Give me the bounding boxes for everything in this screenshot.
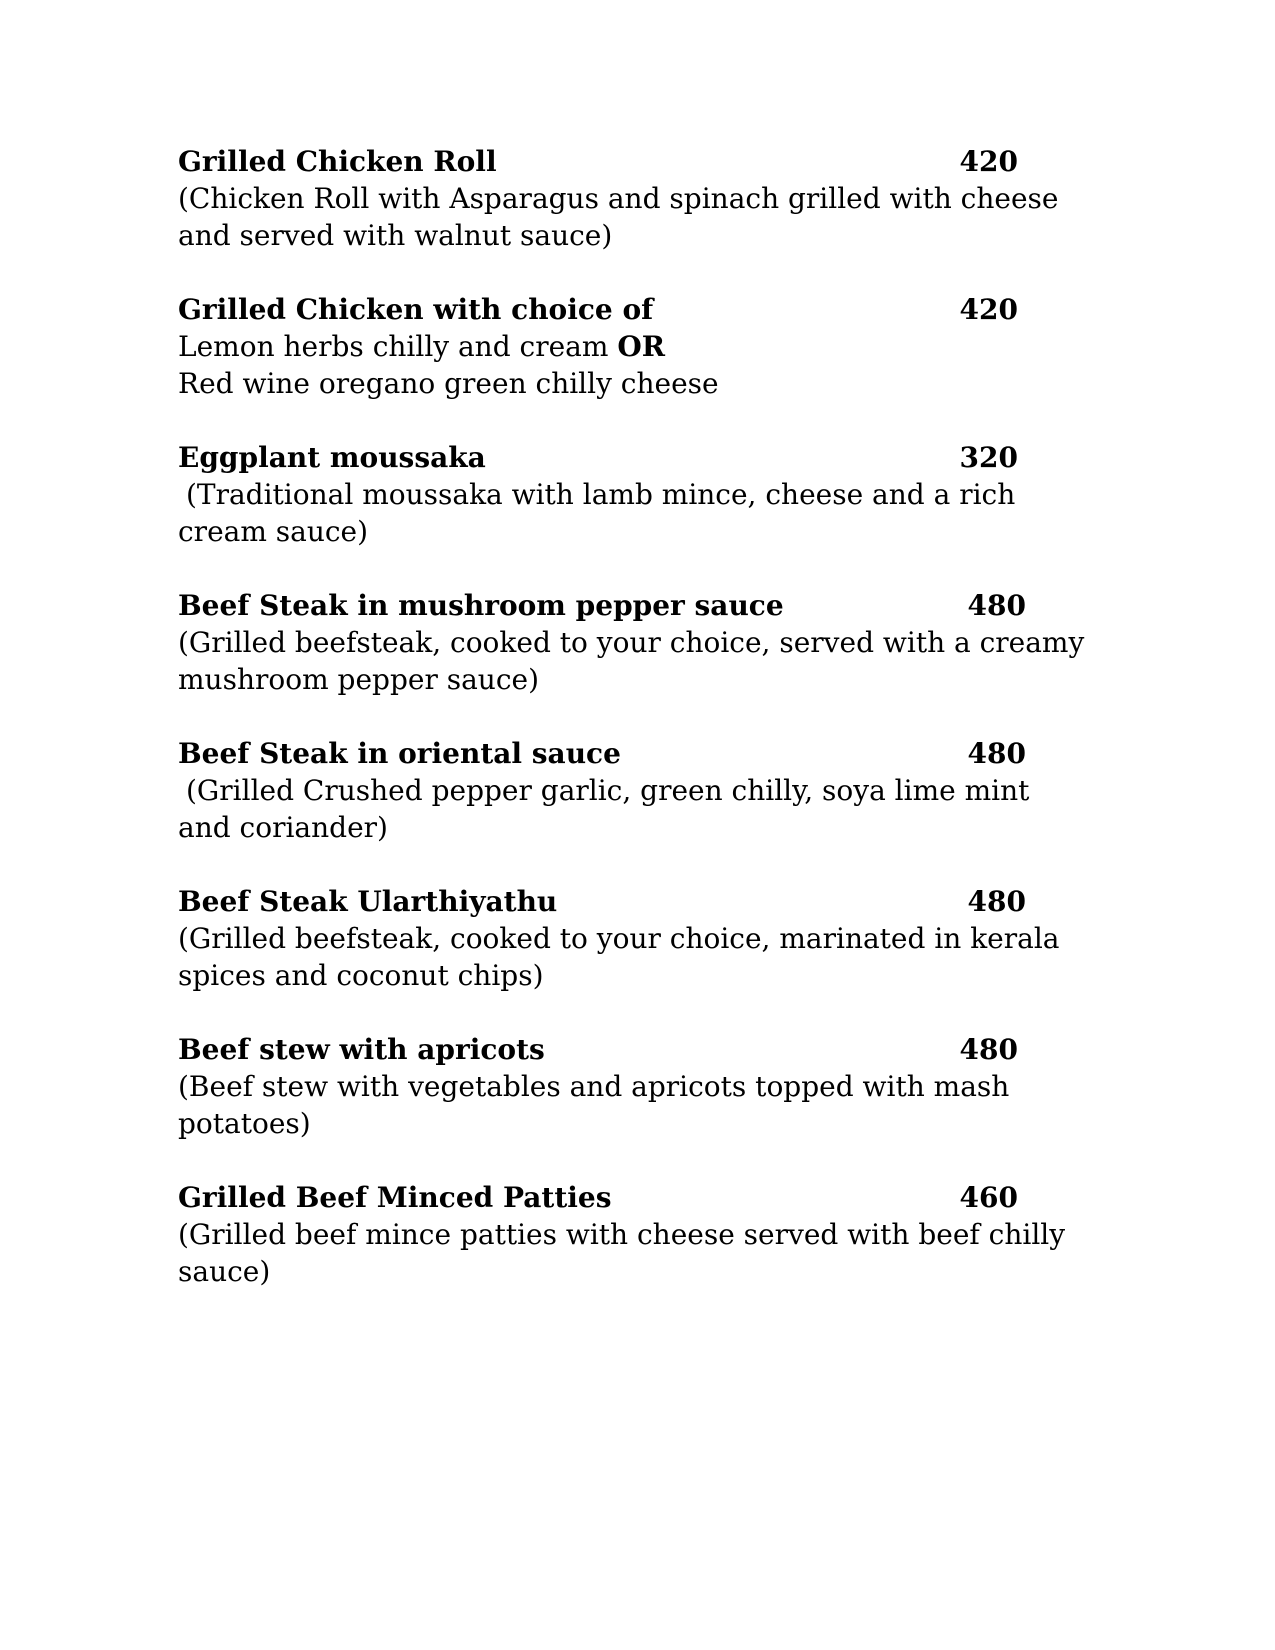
menu-item-option-separator: OR <box>617 330 665 363</box>
menu-item-name: Beef stew with apricots <box>178 1033 545 1066</box>
menu-item-option-text: Lemon herbs chilly and cream <box>178 330 609 363</box>
menu-item-price: 320 <box>959 441 1018 474</box>
menu-item-description-line: cream sauce) <box>178 515 369 548</box>
menu-item-name: Beef Steak Ularthiyathu <box>178 885 558 918</box>
menu-item-header <box>178 439 1018 476</box>
menu-item-description-line: sauce) <box>178 1255 271 1288</box>
menu-item-description-line: (Grilled Crushed pepper garlic, green chilly, soya lime mint <box>186 774 1030 807</box>
menu-item-description-line: (Grilled beefsteak, cooked to your choice, served with a creamy <box>178 626 1085 659</box>
menu-item-price: 480 <box>959 1033 1018 1066</box>
menu-item-price: 420 <box>959 293 1018 326</box>
menu-item-price: 480 <box>967 737 1026 770</box>
menu-item-option-line: Red wine oregano green chilly cheese <box>178 367 719 400</box>
menu-item-beef-steak-oriental <box>178 735 1048 883</box>
menu-item-header <box>178 1031 1018 1068</box>
menu-item-description-line: spices and coconut chips) <box>178 959 544 992</box>
menu-item-price: 420 <box>959 145 1018 178</box>
menu-item-beef-steak-mushroom <box>178 587 1085 735</box>
menu-item-description-line: (Traditional moussaka with lamb mince, cheese and a rich <box>186 478 1016 511</box>
menu-item-name: Grilled Chicken with choice of <box>178 293 654 326</box>
menu-item-description-line: (Chicken Roll with Asparagus and spinach grilled with cheese <box>178 182 1059 215</box>
menu-item-price: 480 <box>967 589 1026 622</box>
menu-item-grilled-chicken-choice <box>178 291 1048 439</box>
menu-item-header <box>178 1179 1018 1216</box>
menu-list <box>178 143 1085 1327</box>
menu-item-name: Eggplant moussaka <box>178 441 486 474</box>
menu-item-beef-stew-apricots <box>178 1031 1048 1179</box>
menu-item-grilled-beef-patties <box>178 1179 1066 1327</box>
menu-item-price: 480 <box>967 885 1026 918</box>
menu-item-header <box>178 291 1018 328</box>
menu-item-option-line <box>178 328 1048 365</box>
menu-item-grilled-chicken-roll <box>178 143 1059 291</box>
menu-item-price: 460 <box>959 1181 1018 1214</box>
menu-item-header <box>178 735 1026 772</box>
menu-item-beef-steak-ularthiyathu <box>178 883 1060 1031</box>
menu-item-eggplant-moussaka <box>178 439 1048 587</box>
menu-item-description-line: (Beef stew with vegetables and apricots topped with mash <box>178 1070 1010 1103</box>
menu-item-description-line: mushroom pepper sauce) <box>178 663 540 696</box>
menu-item-header <box>178 143 1018 180</box>
menu-item-name: Grilled Chicken Roll <box>178 145 497 178</box>
menu-item-description-line: potatoes) <box>178 1107 311 1140</box>
menu-item-description-line: and served with walnut sauce) <box>178 219 613 252</box>
menu-item-header <box>178 883 1026 920</box>
menu-item-name: Beef Steak in mushroom pepper sauce <box>178 589 784 622</box>
menu-item-description-line: and coriander) <box>178 811 388 844</box>
menu-item-header <box>178 587 1026 624</box>
menu-item-description-line: (Grilled beef mince patties with cheese served with beef chilly <box>178 1218 1066 1251</box>
menu-item-name: Beef Steak in oriental sauce <box>178 737 621 770</box>
menu-item-name: Grilled Beef Minced Patties <box>178 1181 612 1214</box>
menu-item-description-line: (Grilled beefsteak, cooked to your choice, marinated in kerala <box>178 922 1060 955</box>
